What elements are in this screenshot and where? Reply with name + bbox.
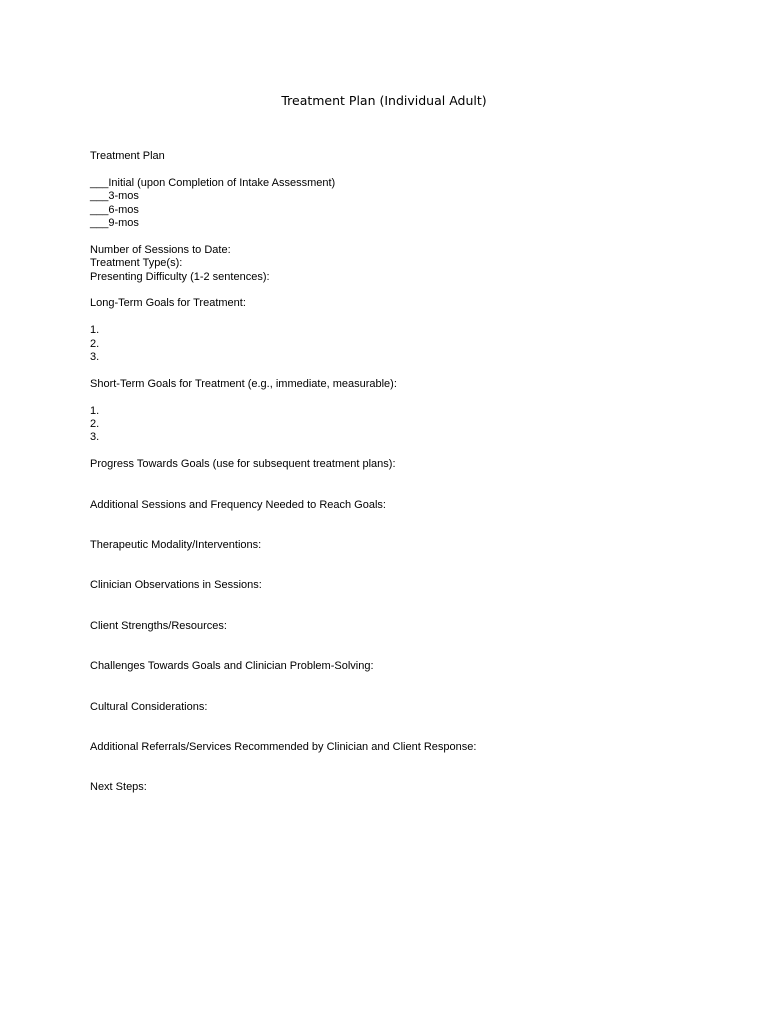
section-cultural-considerations: Cultural Considerations: xyxy=(90,700,208,713)
review-option-9-mos: ___9-mos xyxy=(90,217,139,230)
long-term-goal-1: 1. xyxy=(90,324,100,337)
section-client-strengths: Client Strengths/Resources: xyxy=(90,619,227,632)
short-term-goal-1: 1. xyxy=(90,404,100,417)
sessions-to-date-label: Number of Sessions to Date: xyxy=(90,243,231,256)
long-term-goal-3: 3. xyxy=(90,351,100,364)
presenting-difficulty-label: Presenting Difficulty (1-2 sentences): xyxy=(90,270,270,283)
document-body xyxy=(90,150,710,795)
section-additional-sessions: Additional Sessions and Frequency Needed to Reach Goals: xyxy=(90,498,386,511)
section-clinician-observations: Clinician Observations in Sessions: xyxy=(90,579,262,592)
section-therapeutic-modality: Therapeutic Modality/Interventions: xyxy=(90,539,262,552)
long-term-goals-label: Long-Term Goals for Treatment: xyxy=(90,297,246,310)
document-title: Treatment Plan (Individual Adult) xyxy=(281,93,487,108)
section-additional-referrals: Additional Referrals/Services Recommended by Clinician and Client Response: xyxy=(90,741,477,754)
review-option-initial: ___Initial (upon Completion of Intake Assessment) xyxy=(90,176,336,189)
long-term-goal-2: 2. xyxy=(90,337,100,350)
review-option-3-mos: ___3-mos xyxy=(90,190,139,203)
section-progress-towards-goals: Progress Towards Goals (use for subsequent treatment plans): xyxy=(90,458,396,471)
short-term-goals-label: Short-Term Goals for Treatment (e.g., immediate, measurable): xyxy=(90,377,397,390)
section-challenges: Challenges Towards Goals and Clinician Problem-Solving: xyxy=(90,660,374,673)
section-next-steps: Next Steps: xyxy=(90,781,147,794)
treatment-type-label: Treatment Type(s): xyxy=(90,257,183,270)
short-term-goal-2: 2. xyxy=(90,418,100,431)
review-option-6-mos: ___6-mos xyxy=(90,203,139,216)
treatment-plan-heading: Treatment Plan xyxy=(90,150,165,162)
short-term-goal-3: 3. xyxy=(90,431,100,444)
